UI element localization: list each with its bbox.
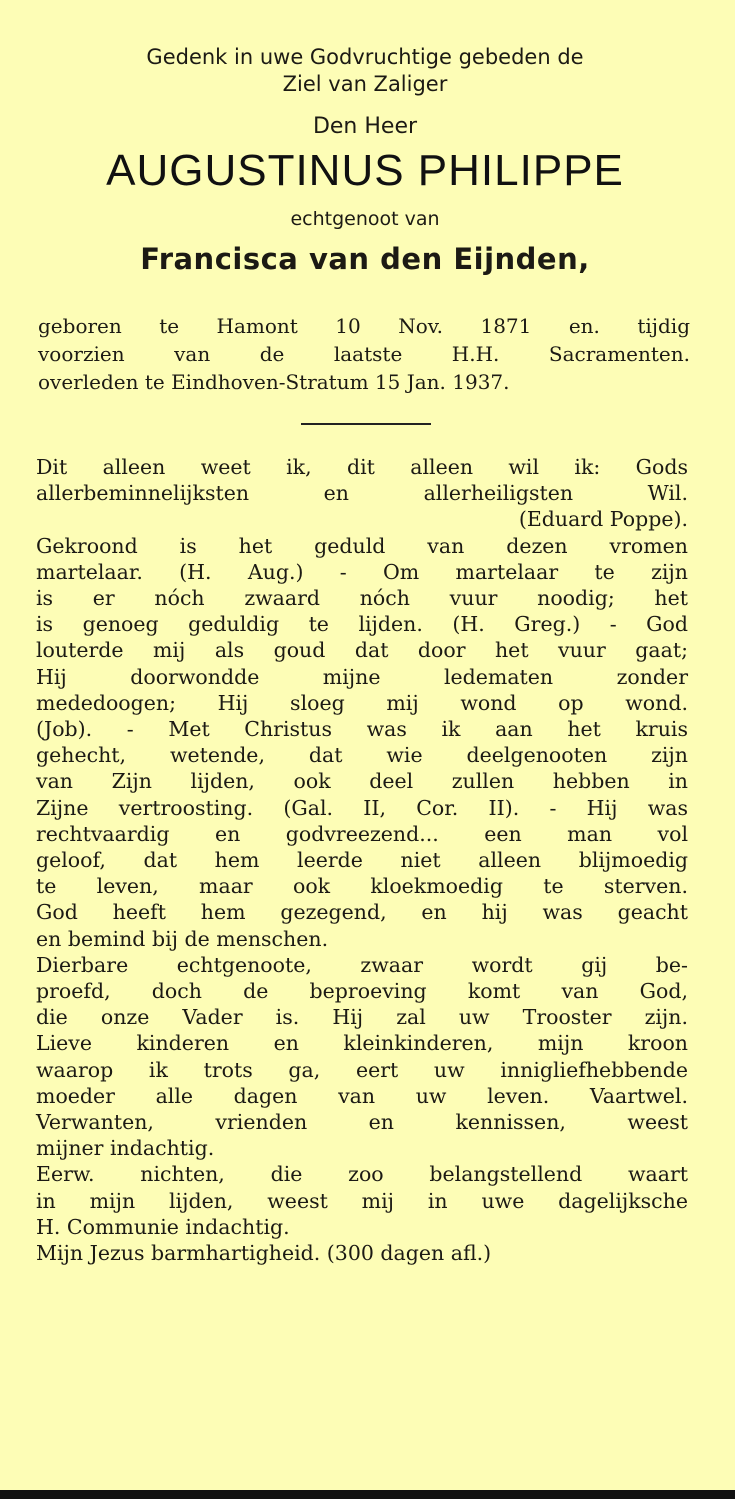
spouse-label: echtgenoot van [290, 208, 440, 230]
text-line: (Job). - Met Christus was ik aan het kruis [36, 717, 688, 742]
intro-line-1: Gedenk in uwe Godvruchtige gebeden de [146, 45, 584, 69]
sacraments-line: voorzien van de laatste H.H. Sacramenten. [38, 342, 690, 366]
text-line: gehecht, wetende, dat wie deelgenooten zijn [36, 743, 688, 768]
death-line: overleden te Eindhoven-Stratum 15 Jan. 1937. [38, 370, 510, 394]
text-line: mijner indachtig. [36, 1136, 215, 1161]
text-line: mededoogen; Hij sloeg mij wond op wond. [36, 690, 688, 715]
text-line: God heeft hem gezegend, en hij was geacht [36, 900, 688, 925]
text-line: Hij doorwondde mijne ledematen zonder [36, 664, 688, 689]
text-line: martelaar. (H. Aug.) - Om martelaar te zijn [36, 559, 688, 584]
honorific-title: Den Heer [312, 114, 418, 139]
text-line: Gekroond is het geduld van dezen vromen [36, 533, 688, 558]
text-line: Dit alleen weet ik, dit alleen wil ik: Gods [36, 455, 688, 479]
birth-line: geboren te Hamont 10 Nov. 1871 en. tijdig [38, 314, 690, 338]
divider [301, 423, 431, 425]
text-line: in mijn lijden, weest mij in uwe dagelijksche [36, 1188, 688, 1213]
memorial-paragraph [36, 1161, 688, 1240]
text-line: is er nóch zwaard nóch vuur noodig; het [36, 586, 688, 611]
memorial-text [36, 454, 688, 1266]
card-header [36, 44, 694, 277]
text-line: rechtvaardig en godvreezend... een man vol [36, 821, 688, 846]
text-line: geloof, dat hem leerde niet alleen blijmoedig [36, 848, 688, 873]
memorial-paragraph [36, 1240, 688, 1266]
spouse-name: Francisca van den Eijnden, [140, 242, 590, 276]
memorial-paragraph [36, 533, 688, 952]
text-line: is genoeg geduldig te lijden. (H. Greg.) - God [36, 612, 688, 637]
life-details [38, 312, 690, 396]
text-line: Eerw. nichten, die zoo belangstellend waart [36, 1162, 688, 1187]
text-line: proefd, doch de beproeving komt van God, [36, 979, 688, 1004]
text-line: en bemind bij de menschen. [36, 926, 329, 951]
text-line: die onze Vader is. Hij zal uw Trooster zijn. [36, 1005, 688, 1030]
memorial-paragraph [36, 952, 688, 1162]
memorial-paragraph [36, 454, 688, 533]
text-line: Lieve kinderen en kleinkinderen, mijn kroon [36, 1031, 688, 1056]
text-line: moeder alle dagen van uw leven. Vaartwel. [36, 1083, 688, 1108]
text-line: H. Communie indachtig. [36, 1214, 290, 1239]
text-line: Zijne vertroosting. (Gal. II, Cor. II). - Hij was [36, 795, 688, 820]
text-line: waarop ik trots ga, eert uw innigliefhebbende [36, 1057, 688, 1082]
text-line: louterde mij als goud dat door het vuur gaat; [36, 638, 688, 663]
bottom-border [0, 1490, 735, 1499]
text-line: van Zijn lijden, ook deel zullen hebben in [36, 769, 688, 794]
deceased-name: AUGUSTINUS PHILIPPE [106, 146, 624, 195]
text-line: Verwanten, vrienden en kennissen, weest [36, 1110, 688, 1135]
text-line: te leven, maar ook kloekmoedig te sterven. [36, 874, 688, 899]
intro-line-2: Ziel van Zaliger [282, 72, 448, 96]
text-line: (Eduard Poppe). [518, 507, 688, 532]
text-line: allerbeminnelijksten en allerheiligsten Wil. [36, 481, 688, 506]
text-line: Mijn Jezus barmhartigheid. (300 dagen afl.) [36, 1241, 492, 1266]
text-line: Dierbare echtgenoote, zwaar wordt gij be- [36, 952, 688, 977]
